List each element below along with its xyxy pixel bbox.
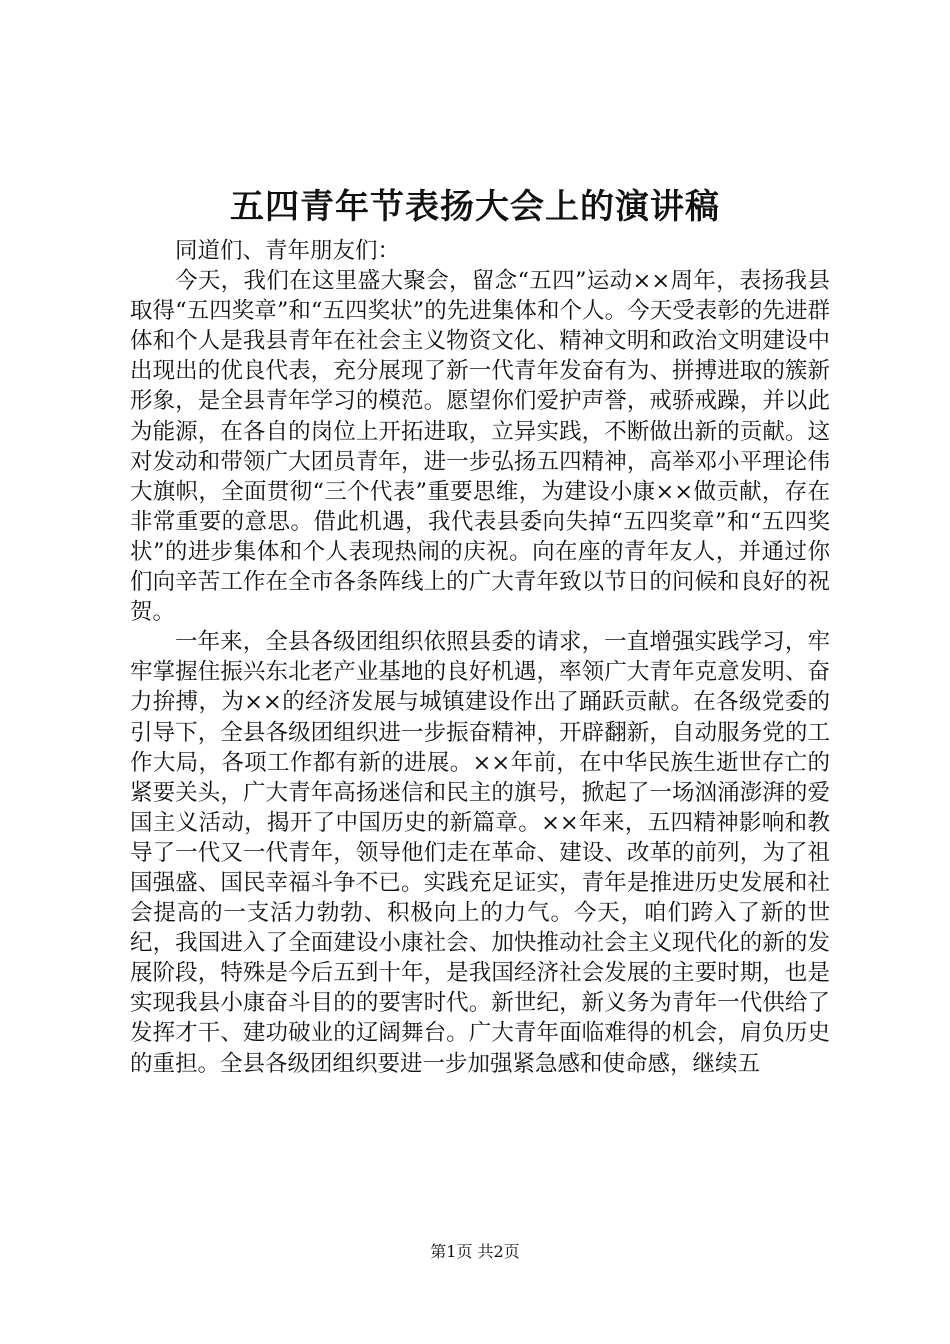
document-body [130,236,830,1079]
body-paragraph: 一年来，全县各级团组织依照县委的请求，一直增强实践学习，牢牢掌握住振兴东北老产业基地的良好机遇，率领广大青年克意发明、奋力拚搏，为××的经济发展与城镇建设作出了踊跃贡献。在各级党委的引导下，全县各级团组织进一步振奋精神，开辟翻新，自动服务党的工作大局，各项工作都有新的进展。××年前，在中华民族生逝世存亡的紧要关头，广大青年高扬迷信和民主的旗号，掀起了一场汹涌澎湃的爱国主义活动，揭开了中国历史的新篇章。××年来，五四精神影响和教导了一代又一代青年，领导他们走在革命、建设、改革的前列，为了祖国强盛、国民幸福斗争不已。实践充足证实，青年是推进历史发展和社会提高的一支活力勃勃、积极向上的力气。今天，咱们跨入了新的世纪，我国进入了全面建设小康社会、加快推动社会主义现代化的新的发展阶段，特殊是今后五到十年，是我国经济社会发展的主要时期，也是实现我县小康奋斗目的的要害时代。新世纪，新义务为青年一代供给了发挥才干、建功破业的辽阔舞台。广大青年面临难得的机会，肩负历史的重担。全县各级团组织要进一步加强紧急感和使命感，继续五 [130,629,830,1077]
page-footer: 第1页 共2页 [430,1242,520,1261]
body-paragraph: 今天，我们在这里盛大聚会，留念“五四”运动××周年，表扬我县取得“五四奖章”和“五四奖状”的先进集体和个人。今天受表彰的先进群体和个人是我县青年在社会主义物资文化、精神文明和政治文明建设中出现出的优良代表，充分展现了新一代青年发奋有为、拼搏进取的簇新形象，是全县青年学习的模范。愿望你们爱护声誉，戒骄戒躁，并以此为能源，在各自的岗位上开拓进取，立异实践，不断做出新的贡献。这对发动和带领广大团员青年，进一步弘扬五四精神，高举邓小平理论伟大旗帜，全面贯彻“三个代表”重要思维，为建设小康××做贡献，存在非常重要的意思。借此机遇，我代表县委向失掉“五四奖章”和“五四奖状”的进步集体和个人表现热闹的庆祝。向在座的青年友人，并通过你们向辛苦工作在全市各条阵线上的广大青年致以节日的问候和良好的祝贺。 [130,268,830,626]
salutation-paragraph: 同道们、青年朋友们： [175,238,401,264]
document-title: 五四青年节表扬大会上的演讲稿 [230,187,720,227]
